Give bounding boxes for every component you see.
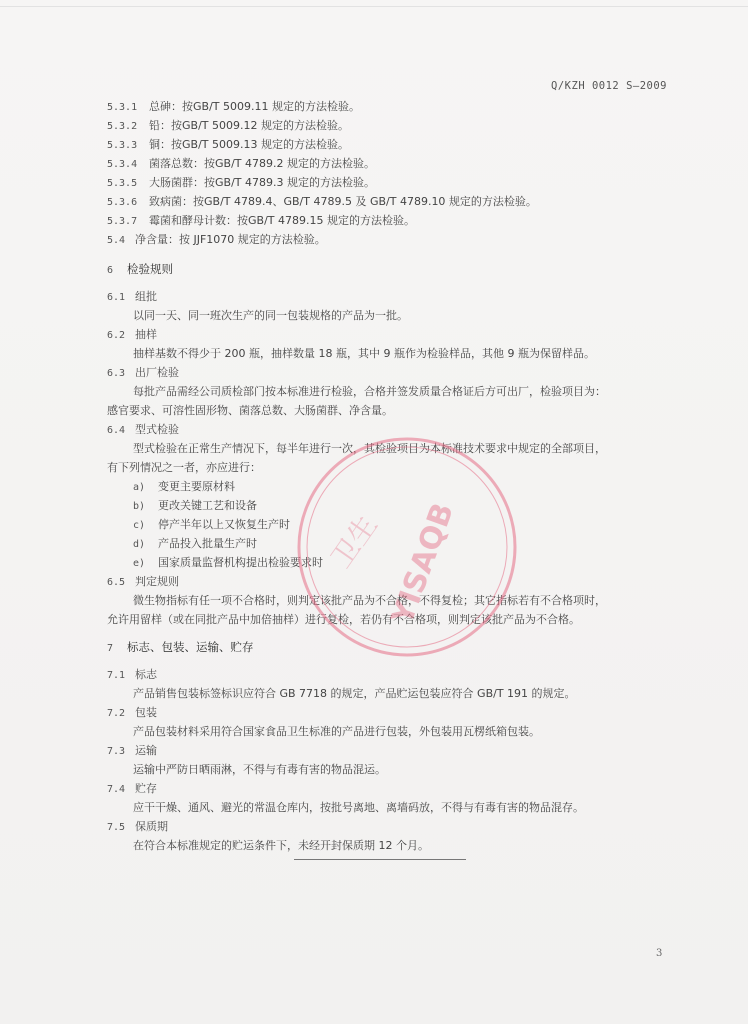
list-item-a: a) 变更主要原材料: [133, 480, 235, 493]
clause-6-3-title: 6.3 出厂检验: [107, 366, 179, 379]
clause-5-3-5: 5.3.5 大肠菌群：按GB/T 4789.3 规定的方法检验。: [107, 176, 375, 189]
clause-6-1-title: 6.1 组批: [107, 290, 157, 303]
clause-7-5-body: 在符合本标准规定的贮运条件下，未经开封保质期 12 个月。: [133, 839, 429, 852]
clause-5-3-6: 5.3.6 致病菌：按GB/T 4789.4、GB/T 4789.5 及 GB/T 4789.10 规定的方法检验。: [107, 195, 537, 208]
clause-5-3-7: 5.3.7 霉菌和酵母计数：按GB/T 4789.15 规定的方法检验。: [107, 214, 415, 227]
seal-glyphs: 卫生: [324, 509, 384, 574]
clause-6-4-title: 6.4 型式检验: [107, 423, 179, 436]
section-6-heading: 6 检验规则: [107, 262, 173, 276]
clause-6-5-body-line1: 微生物指标有任一项不合格时，则判定该批产品为不合格，不得复检；其它指标若有不合格项时，: [133, 594, 606, 607]
clause-6-4-body-line2: 有下列情况之一者，亦应进行：: [107, 461, 261, 474]
clause-7-3-title: 7.3 运输: [107, 744, 157, 757]
seal-text: YISAQB: [385, 498, 462, 629]
section-7-heading: 7 标志、包装、运输、贮存: [107, 640, 254, 654]
clause-5-3-1: 5.3.1 总砷：按GB/T 5009.11 规定的方法检验。: [107, 100, 360, 113]
clause-7-1-title: 7.1 标志: [107, 668, 157, 681]
clause-7-5-title: 7.5 保质期: [107, 820, 168, 833]
list-item-e: e) 国家质量监督机构提出检验要求时: [133, 556, 323, 569]
clause-6-4-body-line1: 型式检验在正常生产情况下，每半年进行一次，其检验项目为本标准技术要求中规定的全部项目，: [133, 442, 606, 455]
clause-6-3-body-line1: 每批产品需经公司质检部门按本标准进行检验，合格并签发质量合格证后方可出厂，检验项目为：: [133, 385, 606, 398]
clause-7-4-body: 应干干燥、通风、避光的常温仓库内，按批号离地、离墙码放，不得与有毒有害的物品混存。: [133, 801, 584, 814]
clause-6-5-body-line2: 允许用留样（或在同批产品中加倍抽样）进行复检，若仍有不合格项，则判定该批产品为不合格。: [107, 613, 580, 626]
end-rule: [294, 859, 466, 860]
clause-5-3-4: 5.3.4 菌落总数：按GB/T 4789.2 规定的方法检验。: [107, 157, 375, 170]
clause-7-1-body: 产品销售包装标签标识应符合 GB 7718 的规定，产品贮运包装应符合 GB/T 191 的规定。: [133, 687, 576, 700]
standard-code: Q/KZH 0012 S—2009: [551, 80, 667, 92]
clause-6-2-body: 抽样基数不得少于 200 瓶，抽样数量 18 瓶，其中 9 瓶作为检验样品，其他 9 瓶为保留样品。: [133, 347, 595, 360]
company-seal-stamp: [292, 432, 522, 662]
clause-6-2-title: 6.2 抽样: [107, 328, 157, 341]
clause-6-3-body-line2: 感官要求、可溶性固形物、菌落总数、大肠菌群、净含量。: [107, 404, 393, 417]
list-item-b: b) 更改关键工艺和设备: [133, 499, 257, 512]
clause-7-4-title: 7.4 贮存: [107, 782, 157, 795]
list-item-c: c) 停产半年以上又恢复生产时: [133, 518, 290, 531]
clause-6-5-title: 6.5 判定规则: [107, 575, 179, 588]
clause-6-1-body: 以同一天、同一班次生产的同一包装规格的产品为一批。: [133, 309, 408, 322]
page-number: 3: [656, 948, 663, 959]
clause-7-3-body: 运输中严防日晒雨淋，不得与有毒有害的物品混运。: [133, 763, 386, 776]
clause-5-4: 5.4 净含量：按 JJF1070 规定的方法检验。: [107, 233, 326, 246]
clause-5-3-3: 5.3.3 铜：按GB/T 5009.13 规定的方法检验。: [107, 138, 349, 151]
list-item-d: d) 产品投入批量生产时: [133, 537, 257, 550]
clause-7-2-title: 7.2 包装: [107, 706, 157, 719]
clause-7-2-body: 产品包装材料采用符合国家食品卫生标准的产品进行包装，外包装用瓦楞纸箱包装。: [133, 725, 540, 738]
top-edge: [0, 0, 748, 7]
clause-5-3-2: 5.3.2 铅：按GB/T 5009.12 规定的方法检验。: [107, 119, 349, 132]
